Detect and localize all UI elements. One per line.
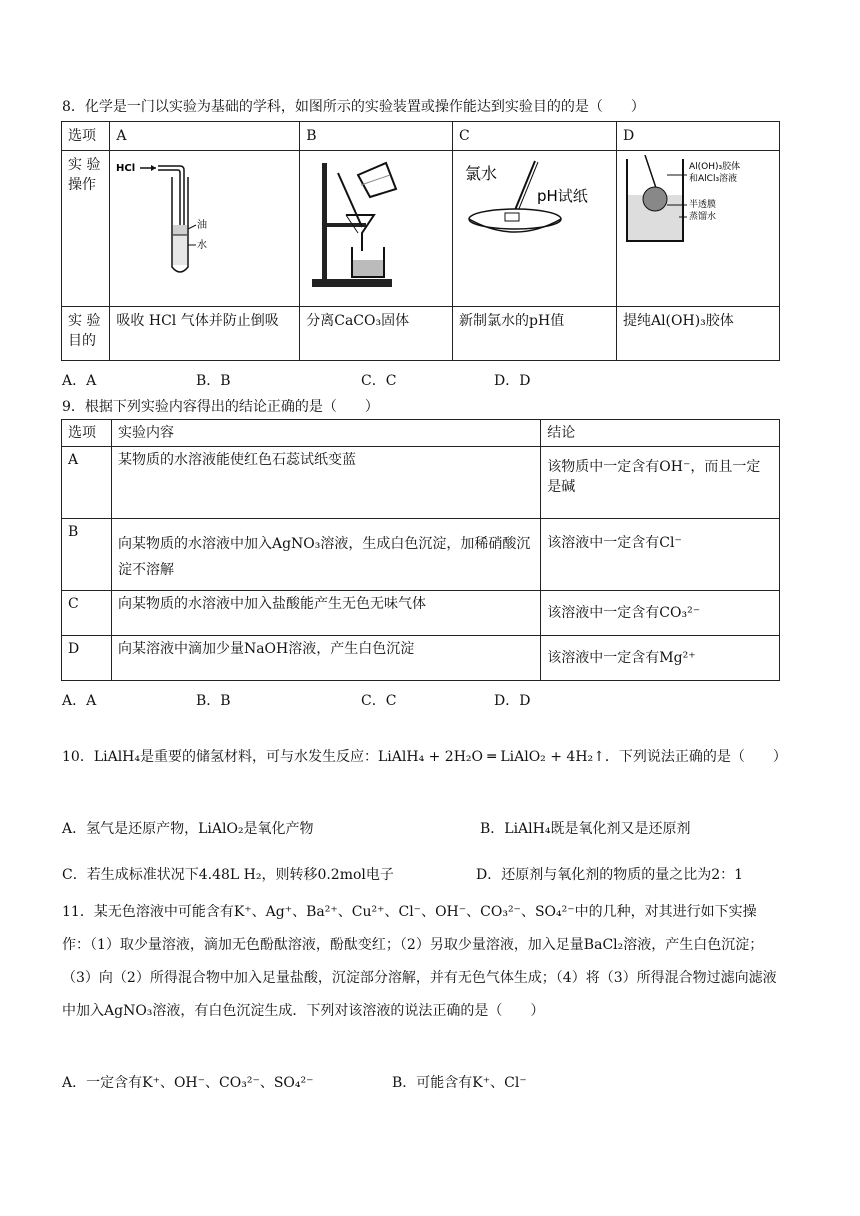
svg-text:半透膜: 半透膜	[688, 200, 716, 210]
svg-text:水: 水	[197, 240, 208, 251]
q8-stem: 8．化学是一门以实验为基础的学科，如图所示的实验装置或操作能达到实验目的的是（ ）	[62, 99, 645, 115]
q9-option-a[interactable]: A．A	[62, 693, 97, 709]
q8-option-c[interactable]: C．C	[361, 373, 397, 389]
q9-row-conclusion: 该溶液中一定含有Cl⁻	[541, 519, 780, 591]
q10-option-c[interactable]: C．若生成标准状况下4.48L H₂，则转移0.2mol电子	[62, 867, 394, 883]
q9-row-content: 向某溶液中滴加少量NaOH溶液，产生白色沉淀	[111, 636, 540, 681]
q9-table	[61, 419, 780, 681]
q8-image-a-cell	[110, 151, 300, 307]
q8-option-b[interactable]: B．B	[196, 373, 231, 389]
q8-purpose-d: 提纯Al(OH)₃胶体	[616, 307, 779, 361]
q9-row-content: 向某物质的水溶液中加入盐酸能产生无色无味气体	[111, 591, 540, 636]
q9-header-row	[62, 420, 780, 447]
q8-option-a[interactable]: A．A	[62, 373, 97, 389]
q8-header-d: D	[616, 122, 779, 151]
svg-text:氯水: 氯水	[465, 164, 498, 183]
q8-header-c: C	[453, 122, 617, 151]
svg-text:和AlCl₃溶液: 和AlCl₃溶液	[688, 174, 738, 184]
q8-purpose-label: 实 验 目的	[62, 307, 110, 361]
q9-row-content: 向某物质的水溶液中加入AgNO₃溶液，生成白色沉淀，加稀硝酸沉淀不溶解	[111, 519, 540, 591]
q9-row-b	[62, 519, 780, 591]
q9-option-d[interactable]: D．D	[494, 693, 531, 709]
svg-text:油: 油	[197, 220, 208, 231]
q8-purpose-a: 吸收 HCl 气体并防止倒吸	[110, 307, 300, 361]
q8-header-option: 选项	[62, 122, 110, 151]
svg-text:蒸馏水: 蒸馏水	[688, 212, 716, 222]
q9-row-content: 某物质的水溶液能使红色石蕊试纸变蓝	[111, 447, 540, 519]
q9-header-option: 选项	[62, 420, 112, 447]
q8-purpose-c: 新制氯水的pH值	[453, 307, 617, 361]
q9-row-option: C	[62, 591, 112, 636]
q8-image-d-cell	[616, 151, 779, 307]
q8-image-b-cell	[300, 151, 453, 307]
q11-option-a[interactable]: A．一定含有K⁺、OH⁻、CO₃²⁻、SO₄²⁻	[62, 1075, 314, 1091]
q8-table	[61, 121, 780, 361]
q9-stem: 9．根据下列实验内容得出的结论正确的是（ ）	[62, 399, 379, 415]
svg-text:pH试纸: pH试纸	[537, 187, 588, 205]
q8-option-d[interactable]: D．D	[494, 373, 531, 389]
q9-row-option: D	[62, 636, 112, 681]
q10-stem: 10．LiAlH₄是重要的储氢材料，可与水发生反应：LiAlH₄ + 2H₂O ═ LiAlO₂ + 4H₂↑．下列说法正确的是（ ）	[62, 749, 787, 765]
ph-test-apparatus	[459, 155, 609, 255]
svg-text:HCl: HCl	[116, 163, 136, 174]
q10-option-d[interactable]: D．还原剂与氧化剂的物质的量之比为2：1	[476, 867, 744, 883]
q9-row-c	[62, 591, 780, 636]
q8-operation-row	[62, 151, 780, 307]
q9-row-d	[62, 636, 780, 681]
q8-operation-label: 实 验 操作	[62, 151, 110, 307]
q9-option-c[interactable]: C．C	[361, 693, 397, 709]
q9-header-conclusion: 结论	[541, 420, 780, 447]
q8-header-b: B	[300, 122, 453, 151]
q11-stem: 11．某无色溶液中可能含有K⁺、Ag⁺、Ba²⁺、Cu²⁺、Cl⁻、OH⁻、CO₃²⁻、SO₄²⁻中的几种，对其进行如下实操作：（1）取少量溶液，滴加无色酚酞溶液，酚酞变红；（2）另取少量溶液，加入足量BaCl₂溶液，产生白色沉淀；（3）向（2）所得混合物中加入足量盐酸，沉淀部分溶解，并有无色气体生成；（4）将（3）所得混合物过滤向滤液中加入AgNO₃溶液，有白色沉淀生成．下列对该溶液的说法正确的是（ ）	[62, 904, 777, 1019]
q8-image-c-cell	[453, 151, 617, 307]
q9-option-b[interactable]: B．B	[196, 693, 231, 709]
q9-row-option: B	[62, 519, 112, 591]
q10-option-a[interactable]: A．氢气是还原产物，LiAlO₂是氧化产物	[62, 821, 314, 837]
filtration-apparatus	[306, 155, 416, 295]
q8-purpose-b: 分离CaCO₃固体	[300, 307, 453, 361]
q9-row-a	[62, 447, 780, 519]
q9-header-content: 实验内容	[111, 420, 540, 447]
q10-option-b[interactable]: B．LiAlH₄既是氧化剂又是还原剂	[480, 821, 691, 837]
q9-row-option: A	[62, 447, 112, 519]
q8-purpose-row	[62, 307, 780, 361]
q8-header-a: A	[110, 122, 300, 151]
q9-row-conclusion: 该溶液中一定含有CO₃²⁻	[541, 591, 780, 636]
svg-text:Al(OH)₃胶体: Al(OH)₃胶体	[688, 162, 741, 172]
q9-row-conclusion: 该物质中一定含有OH⁻，而且一定是碱	[541, 447, 780, 519]
dialysis-apparatus	[623, 155, 773, 255]
q11-option-b[interactable]: B．可能含有K⁺、Cl⁻	[392, 1075, 527, 1091]
q9-row-conclusion: 该溶液中一定含有Mg²⁺	[541, 636, 780, 681]
hcl-absorption-apparatus	[116, 155, 236, 275]
q8-header-row	[62, 122, 780, 151]
